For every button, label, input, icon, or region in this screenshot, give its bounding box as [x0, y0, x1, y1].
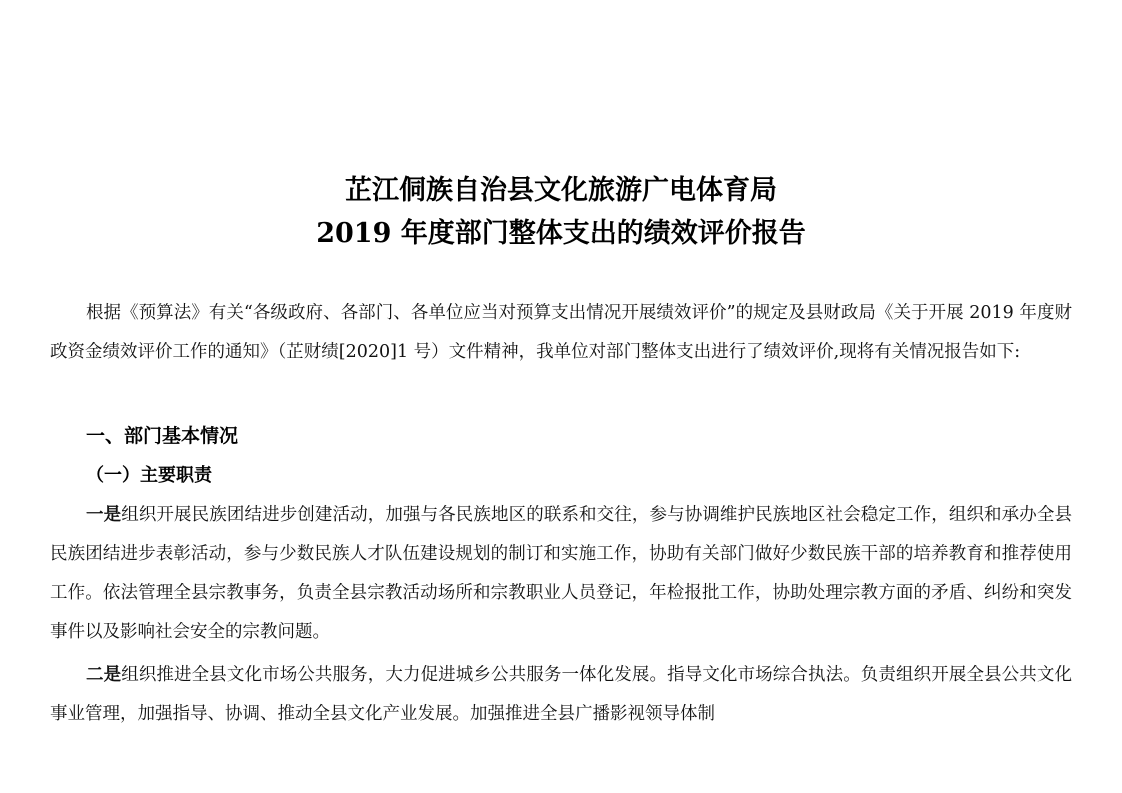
intro-paragraph: 根据《预算法》有关“各级政府、各部门、各单位应当对预算支出情况开展绩效评价”的规定及县财政局《关于开展 2019 年度财政资金绩效评价工作的通知》（芷财绩[2020]1 号）文件精神，我单位对部门整体支出进行了绩效评价,现将有关情况报告如下: — [50, 303, 1072, 362]
duty-2-lead: 二是 — [86, 665, 122, 685]
document-title-line-2: 2019 年度部门整体支出的绩效评价报告 — [316, 218, 806, 249]
duty-2-text: 组织推进全县文化市场公共服务，大力促进城乡公共服务一体化发展。指导文化市场综合执法。负责组织开展全县公共文化事业管理，加强指导、协调、推动全县文化产业发展。加强推进全县广播影视领导体制 — [50, 665, 1072, 724]
duty-1-text: 组织开展民族团结进步创建活动，加强与各民族地区的联系和交往，参与协调维护民族地区社会稳定工作，组织和承办全县民族团结进步表彰活动，参与少数民族人才队伍建设规划的制订和实施工作，协助有关部门做好少数民族干部的培养教育和推荐使用工作。依法管理全县宗教事务，负责全县宗教活动场所和宗教职业人员登记，年检报批工作，协助处理宗教方面的矛盾、纠纷和突发事件以及影响社会安全的宗教问题。 — [50, 505, 1072, 642]
duty-1-lead: 一是 — [86, 505, 122, 525]
document-title-line-1: 芷江侗族自治县文化旅游广电体育局 — [345, 175, 777, 206]
subsection-heading: （一）主要职责 — [86, 465, 212, 486]
section-heading: 一、部门基本情况 — [86, 425, 239, 447]
duty-paragraph-1 — [50, 496, 1072, 652]
duty-paragraph-2 — [50, 656, 1072, 734]
